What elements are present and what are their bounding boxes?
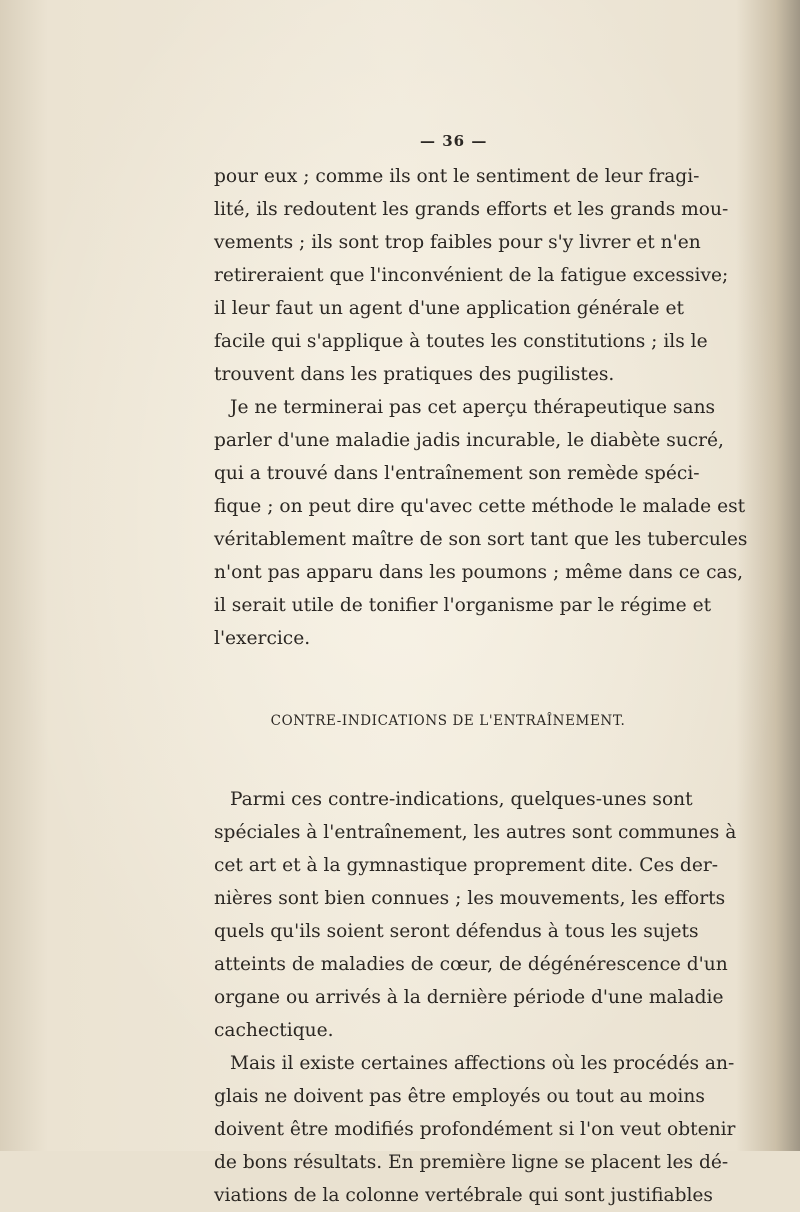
page-number: — 36 —	[420, 132, 488, 150]
text-line: Je ne terminerai pas cet aperçu thérapeutique sans	[230, 397, 716, 418]
text-line: nières sont bien connues ; les mouvements, les efforts	[214, 888, 726, 909]
text-line: trouvent dans les pratiques des pugilistes.	[214, 364, 615, 385]
text-line: cachectique.	[214, 1020, 334, 1041]
paragraph	[214, 391, 748, 655]
text-line: fique ; on peut dire qu'avec cette méthode le malade est	[214, 496, 746, 517]
text-line: Parmi ces contre-indications, quelques-unes sont	[230, 789, 693, 810]
text-line: parler d'une maladie jadis incurable, le diabète sucré,	[214, 430, 724, 451]
section-title: CONTRE-INDICATIONS DE L'ENTRAÎNEMENT.	[270, 713, 626, 729]
body-text	[214, 160, 748, 1212]
text-line: qui a trouvé dans l'entraînement son remède spéci-	[214, 463, 700, 484]
text-line: de bons résultats. En première ligne se placent les dé-	[214, 1152, 729, 1173]
text-line: retireraient que l'inconvénient de la fatigue excessive;	[214, 265, 729, 286]
text-line: atteints de maladies de cœur, de dégénérescence d'un	[214, 954, 728, 975]
paragraph	[214, 1047, 736, 1212]
text-line: facile qui s'applique à toutes les constitutions ; ils le	[214, 331, 708, 352]
text-line: lité, ils redoutent les grands efforts et les grands mou-	[214, 199, 729, 220]
text-line: n'ont pas apparu dans les poumons ; même dans ce cas,	[214, 562, 744, 583]
text-line: spéciales à l'entraînement, les autres sont communes à	[214, 822, 737, 843]
paragraph	[214, 783, 737, 1047]
text-line: viations de la colonne vertébrale qui sont justifiables	[214, 1185, 713, 1206]
text-line: doivent être modifiés profondément si l'on veut obtenir	[214, 1119, 736, 1140]
text-line: glais ne doivent pas être employés ou tout au moins	[214, 1086, 705, 1107]
text-line: cet art et à la gymnastique proprement dite. Ces der-	[214, 855, 719, 876]
paragraph	[214, 160, 729, 391]
text-line: organe ou arrivés à la dernière période d'une maladie	[214, 987, 724, 1008]
text-line: il serait utile de tonifier l'organisme par le régime et	[214, 595, 712, 616]
text-line: véritablement maître de son sort tant que les tubercules	[214, 529, 748, 550]
text-line: il leur faut un agent d'une application générale et	[214, 298, 684, 319]
text-line: l'exercice.	[214, 628, 311, 649]
text-line: quels qu'ils soient seront défendus à tous les sujets	[214, 921, 699, 942]
text-line: Mais il existe certaines affections où les procédés an-	[230, 1053, 735, 1074]
text-line: vements ; ils sont trop faibles pour s'y livrer et n'en	[214, 232, 701, 253]
text-line: pour eux ; comme ils ont le sentiment de leur fragi-	[214, 166, 700, 187]
